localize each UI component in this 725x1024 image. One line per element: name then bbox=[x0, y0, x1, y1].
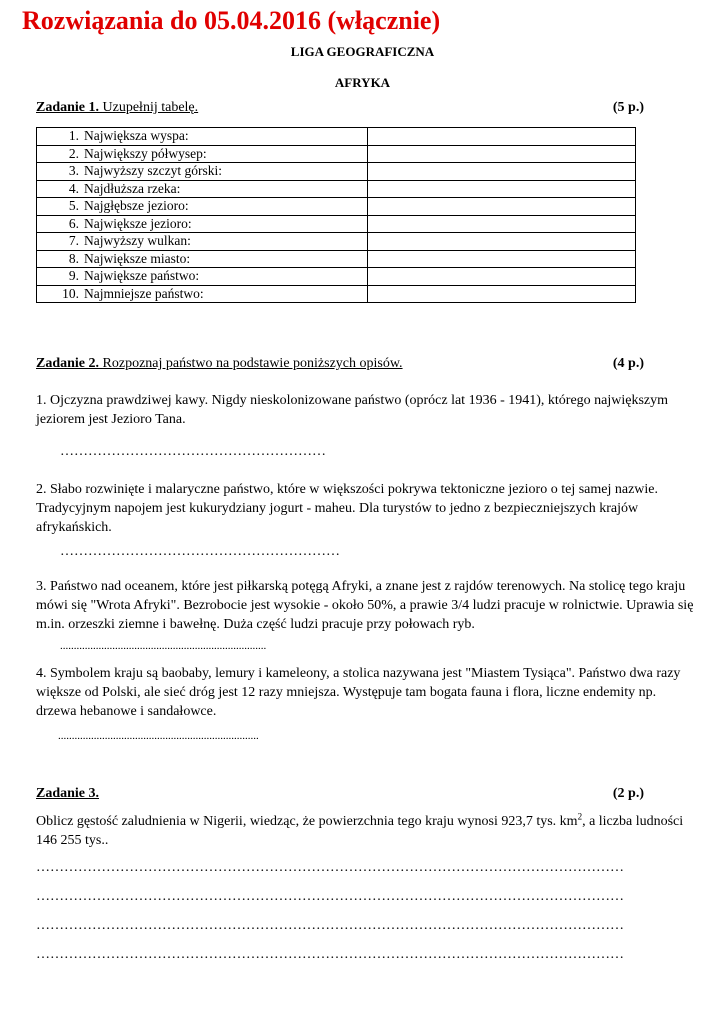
row-number: 9. bbox=[68, 268, 79, 284]
table-answer-cell[interactable] bbox=[368, 285, 636, 303]
league-title: LIGA GEOGRAFICZNA bbox=[290, 44, 435, 59]
table-question-cell bbox=[37, 145, 368, 163]
continent-title: AFRYKA bbox=[334, 75, 391, 90]
table-row bbox=[37, 163, 636, 181]
row-question: Najdłuższa rzeka: bbox=[84, 180, 181, 196]
task2-question-2: 2. Słabo rozwinięte i malaryczne państwo, które w większości pokrywa tektoniczne jezioro o tej samej nazwie. Tradycyjnym napojem jest kukurydziany jogurt - maheu. Dla turystów to jedno z bezpieczniejszych krajów afrykańskich. bbox=[36, 482, 659, 535]
row-question: Najwyższy wulkan: bbox=[84, 233, 191, 249]
table-answer-cell[interactable] bbox=[368, 233, 636, 251]
task2-label: Zadanie 2. bbox=[36, 356, 100, 371]
task2-instruction: Rozpoznaj państwo na podstawie poniższych opisów. bbox=[102, 356, 403, 371]
task3-question bbox=[36, 812, 696, 850]
table-row bbox=[37, 180, 636, 198]
task1-table bbox=[36, 127, 636, 303]
table-row bbox=[37, 215, 636, 233]
row-number: 6. bbox=[68, 215, 79, 231]
row-number: 2. bbox=[68, 145, 79, 161]
table-row bbox=[37, 250, 636, 268]
task2-answer-line-1[interactable]: ………………………………………………… bbox=[60, 444, 326, 459]
task3-text-b: , a liczba ludności 146 255 tys.. bbox=[36, 814, 684, 848]
table-question-cell bbox=[37, 285, 368, 303]
table-row bbox=[37, 285, 636, 303]
row-number: 10. bbox=[62, 285, 79, 301]
table-row bbox=[37, 128, 636, 146]
task3-superscript: 2 bbox=[577, 811, 583, 822]
table-question-cell bbox=[37, 250, 368, 268]
task2-answer-line-4[interactable]: ......................................................................... bbox=[58, 730, 259, 742]
task3-answer-line-2[interactable]: ……………………………………………………………………………………………………………… bbox=[36, 889, 624, 904]
row-question: Największe miasto: bbox=[84, 250, 191, 266]
row-question: Najwyższy szczyt górski: bbox=[84, 163, 222, 179]
task2-question-1: 1. Ojczyzna prawdziwej kawy. Nigdy nieskolonizowane państwo (oprócz lat 1936 - 1941), którego największym jeziorem jest Jezioro Tana. bbox=[36, 393, 669, 427]
row-number: 8. bbox=[68, 250, 79, 266]
row-question: Największe jezioro: bbox=[84, 215, 192, 231]
row-number: 7. bbox=[68, 233, 79, 249]
row-number: 3. bbox=[68, 163, 79, 179]
table-answer-cell[interactable] bbox=[368, 128, 636, 146]
table-row bbox=[37, 233, 636, 251]
table-row bbox=[37, 198, 636, 216]
row-question: Najgłębsze jezioro: bbox=[84, 198, 189, 214]
row-question: Największa wyspa: bbox=[84, 128, 189, 144]
table-answer-cell[interactable] bbox=[368, 180, 636, 198]
page-headline: Rozwiązania do 05.04.2016 (włącznie) bbox=[22, 6, 441, 35]
table-answer-cell[interactable] bbox=[368, 215, 636, 233]
table-question-cell bbox=[37, 268, 368, 286]
table-row bbox=[37, 145, 636, 163]
row-question: Największy półwysep: bbox=[84, 145, 207, 161]
task3-answer-line-1[interactable]: ……………………………………………………………………………………………………………… bbox=[36, 860, 624, 875]
task1-label: Zadanie 1. bbox=[36, 100, 100, 115]
task1-instruction: Uzupełnij tabelę. bbox=[102, 100, 199, 115]
table-answer-cell[interactable] bbox=[368, 163, 636, 181]
row-number: 5. bbox=[68, 198, 79, 214]
table-question-cell bbox=[37, 180, 368, 198]
task2-question-4: 4. Symbolem kraju są baobaby, lemury i kameleony, a stolica nazywana jest "Miastem Tysiąca". Państwo dwa razy większe od Polski, ale sieć dróg jest 12 razy mniejsza. Występuje tam bogata fauna i flora, liczne endemity np. drzewa hebanowe i sandałowce. bbox=[36, 666, 681, 719]
task3-header bbox=[36, 786, 644, 802]
task2-answer-line-3[interactable]: ........................................................................... bbox=[60, 640, 267, 652]
table-question-cell bbox=[37, 163, 368, 181]
task2-points: (4 p.) bbox=[612, 356, 644, 371]
task2-title bbox=[36, 356, 403, 372]
task2-answer-line-2[interactable]: …………………………………………………… bbox=[60, 544, 340, 559]
task3-points: (2 p.) bbox=[612, 786, 644, 801]
row-number: 4. bbox=[68, 180, 79, 196]
table-question-cell bbox=[37, 233, 368, 251]
table-question-cell bbox=[37, 128, 368, 146]
task3-title bbox=[36, 786, 99, 802]
table-question-cell bbox=[37, 215, 368, 233]
task2-question-3: 3. Państwo nad oceanem, które jest piłkarską potęgą Afryki, a znane jest z rajdów terenowych. Na stolicę tego kraju mówi się "Wrota Afryki". Bezrobocie jest wysokie - około 50%, a prawie 3/4 ludzi pracuje w rolnictwie. Uprawia się m.in. orzeszki ziemne i bawełnę. Duża część ludzi pracuje przy połowach ryb. bbox=[36, 579, 694, 632]
table-answer-cell[interactable] bbox=[368, 268, 636, 286]
task1-points: (5 p.) bbox=[612, 100, 644, 115]
task3-label: Zadanie 3. bbox=[36, 786, 100, 801]
table-answer-cell[interactable] bbox=[368, 145, 636, 163]
row-question: Najmniejsze państwo: bbox=[84, 285, 204, 301]
task1-header bbox=[36, 100, 644, 116]
table-answer-cell[interactable] bbox=[368, 198, 636, 216]
task2-header bbox=[36, 356, 644, 372]
row-number: 1. bbox=[68, 128, 79, 144]
table-question-cell bbox=[37, 198, 368, 216]
row-question: Największe państwo: bbox=[84, 268, 200, 284]
task1-title bbox=[36, 100, 198, 116]
task3-answer-line-4[interactable]: ……………………………………………………………………………………………………………… bbox=[36, 947, 624, 962]
table-row bbox=[37, 268, 636, 286]
table-answer-cell[interactable] bbox=[368, 250, 636, 268]
task3-text-a: Oblicz gęstość zaludnienia w Nigerii, wiedząc, że powierzchnia tego kraju wynosi 923,7 tys. km bbox=[36, 814, 578, 829]
task3-answer-line-3[interactable]: ……………………………………………………………………………………………………………… bbox=[36, 918, 624, 933]
